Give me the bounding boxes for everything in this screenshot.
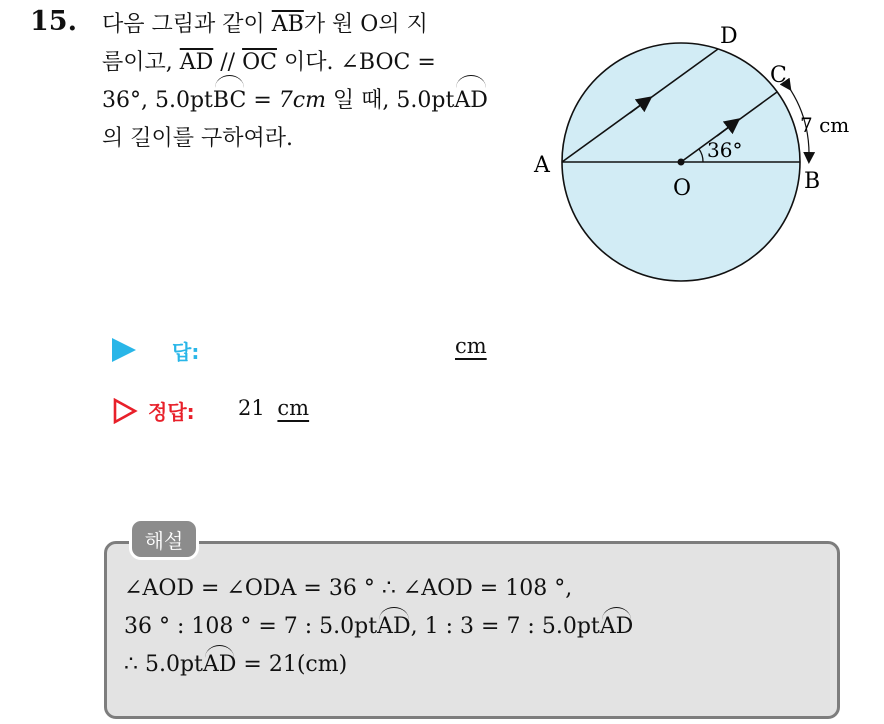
- text-segment: =: [246, 88, 279, 113]
- solution-line-1: ∠AOD = ∠ODA = 36 ° ∴ ∠AOD = 108 °,: [124, 576, 573, 601]
- question-line-3: [102, 82, 507, 120]
- correct-unit: cm: [277, 396, 310, 420]
- answer-label: 답:: [172, 340, 200, 364]
- text-segment: 36°, 5.0pt: [102, 88, 213, 113]
- center-point: [678, 159, 685, 166]
- parallel-symbol: //: [213, 50, 243, 75]
- arc-ad: AD: [377, 614, 411, 639]
- arc-ad: AD: [599, 614, 634, 639]
- answer-triangle-icon: [112, 338, 136, 362]
- answer-row: [172, 336, 199, 365]
- correct-label: 정답:: [148, 400, 195, 424]
- question-text: [102, 6, 507, 158]
- question-line-4: 의 길이를 구하여라.: [102, 126, 293, 151]
- segment-oc: $\overline{OC}$: [242, 50, 277, 75]
- question-number: 15.: [30, 6, 77, 37]
- question-line-1: [102, 6, 507, 44]
- circle-figure: [530, 20, 850, 290]
- text-segment: 이다. ∠BOC =: [276, 50, 436, 75]
- arc-length-value: 7cm: [278, 88, 326, 113]
- answer-unit: [455, 334, 487, 358]
- solution-tag: 해설: [129, 518, 199, 560]
- correct-value: 21: [238, 396, 265, 420]
- solution-line-3: [124, 652, 347, 677]
- arc-bc: BC: [213, 82, 246, 120]
- label-o: O: [673, 176, 692, 201]
- correct-value-row: [238, 396, 309, 420]
- segment-ad: $\overline{AD}$: [179, 50, 214, 75]
- text-segment: 일 때, 5.0pt: [325, 88, 455, 113]
- text-segment: = 21(cm): [236, 652, 348, 677]
- text-segment: , 1 : 3 = 7 : 5.0pt: [410, 614, 600, 639]
- correct-row: [148, 396, 195, 425]
- arc-ad: AD: [454, 82, 488, 120]
- text-segment: 다음 그림과 같이: [102, 12, 272, 37]
- correct-triangle-icon: [112, 398, 138, 424]
- label-c: C: [770, 63, 787, 88]
- solution-line-2: [124, 614, 633, 639]
- label-a: A: [534, 153, 550, 178]
- text-segment: ∴ 5.0pt: [124, 652, 203, 677]
- text-segment: 가 원 O의 지: [303, 12, 428, 37]
- answer-unit-text: cm: [455, 334, 487, 358]
- question-line-2: [102, 44, 507, 82]
- text-segment: 36 ° : 108 ° = 7 : 5.0pt: [124, 614, 378, 639]
- length-label: 7 cm: [800, 113, 850, 137]
- text-segment: 름이고,: [102, 50, 180, 75]
- arc-ad: AD: [202, 652, 237, 677]
- label-b: B: [804, 169, 821, 194]
- segment-ab: $\overline{AB}$: [271, 12, 304, 37]
- label-d: D: [720, 24, 738, 49]
- angle-label: 36°: [707, 138, 743, 162]
